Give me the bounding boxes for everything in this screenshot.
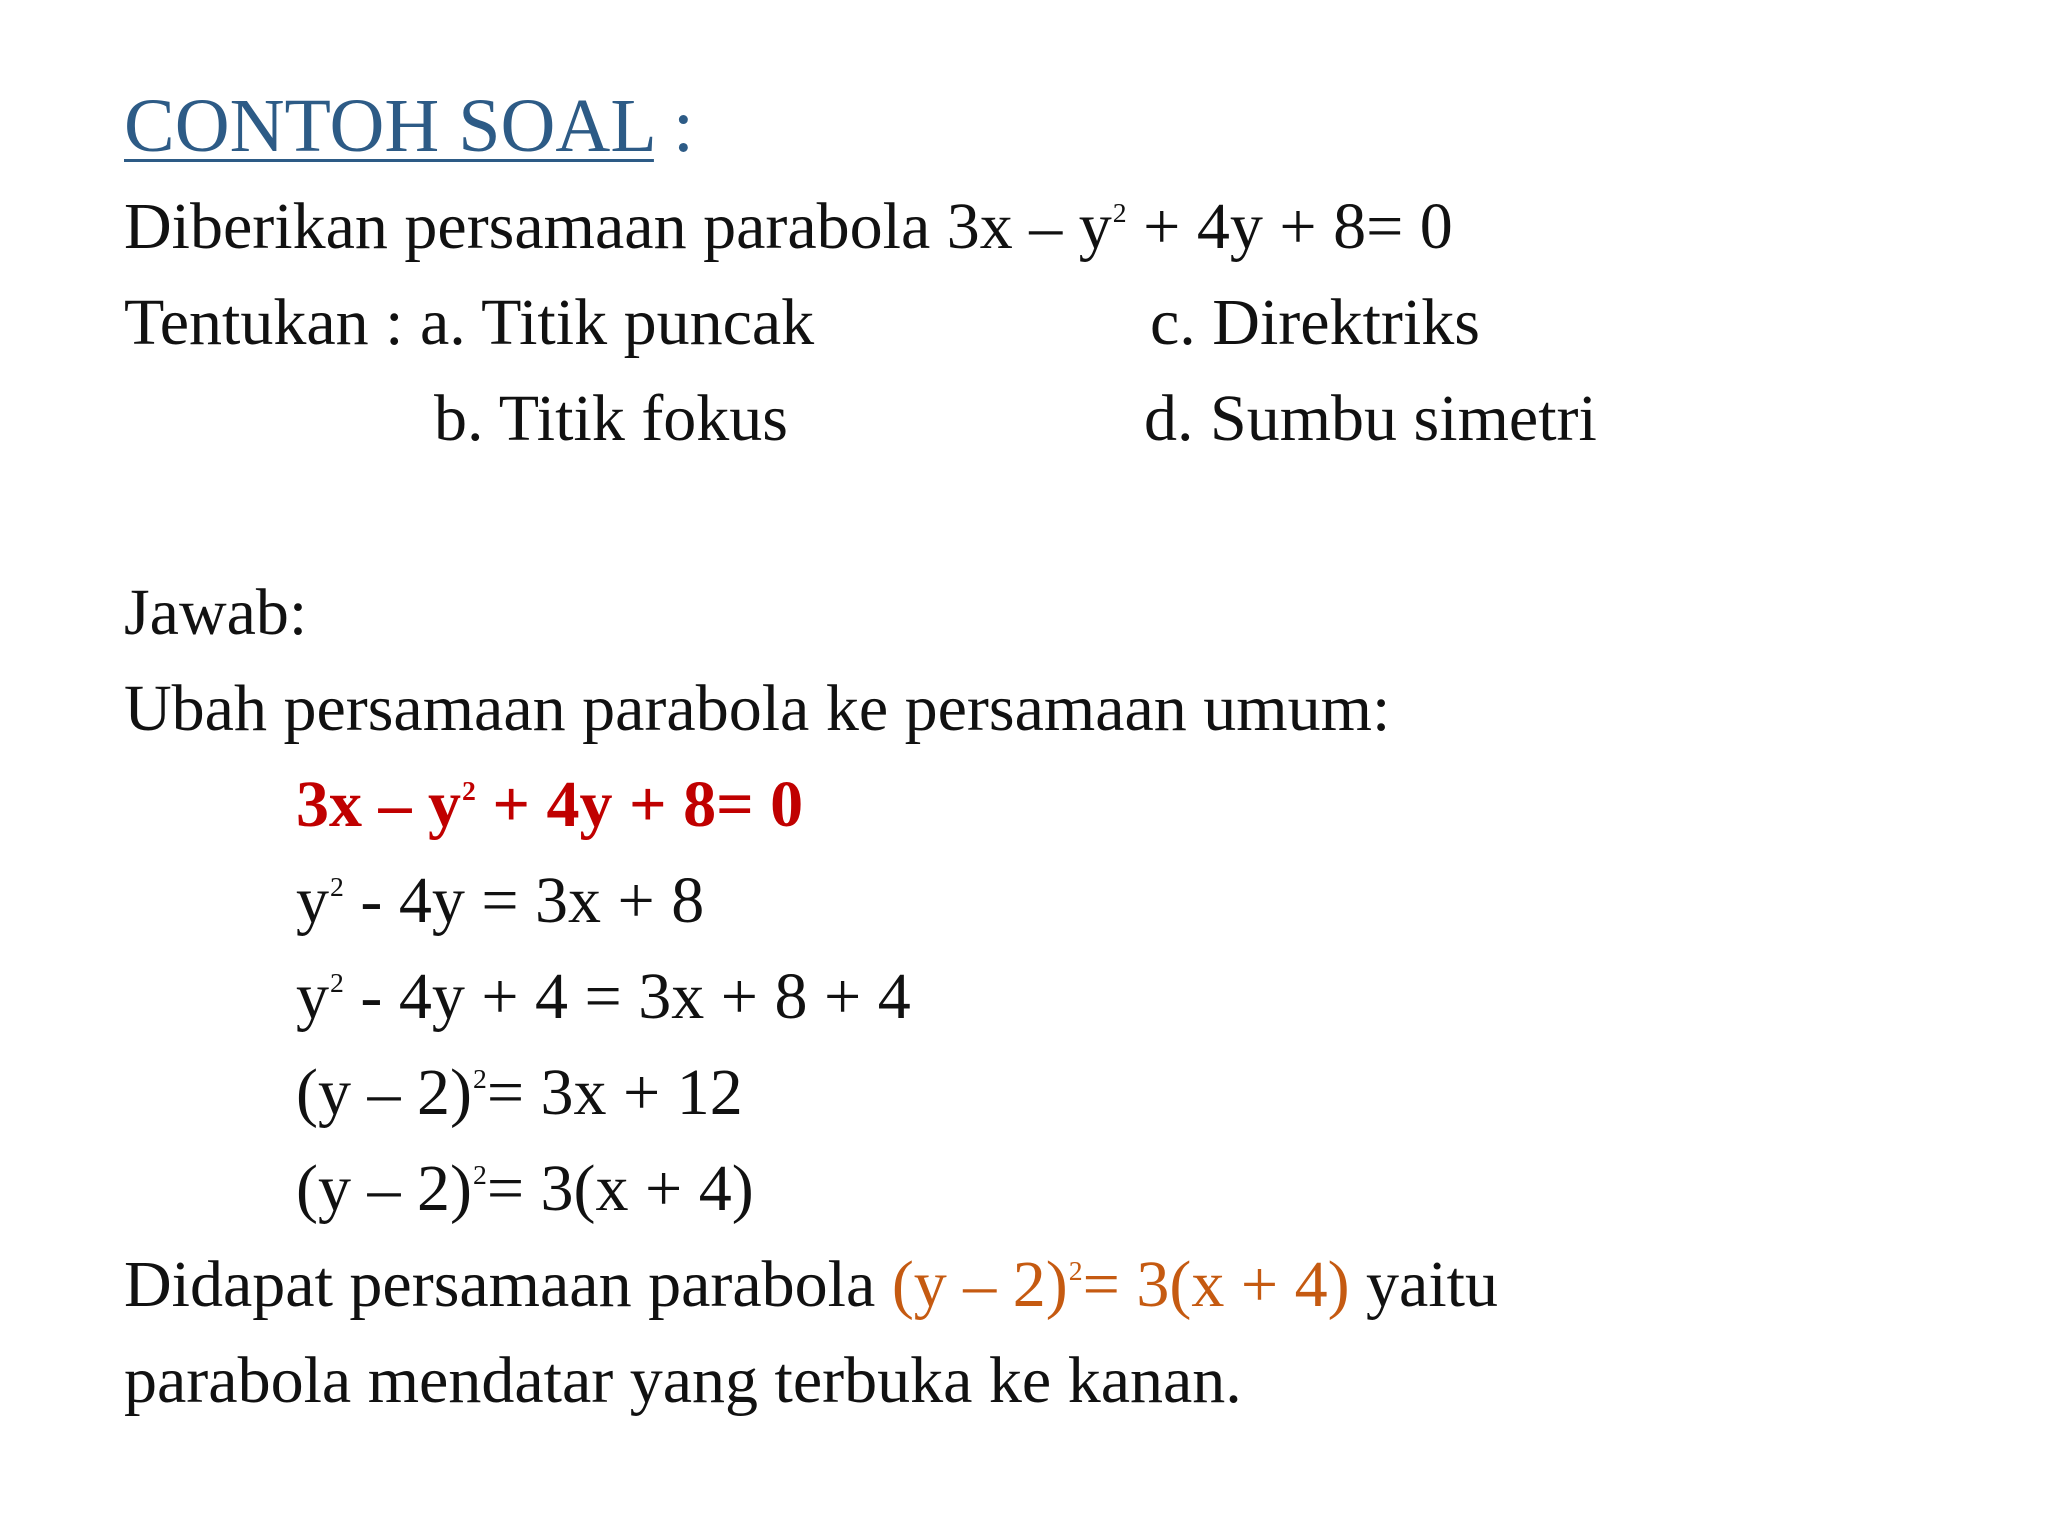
step-2-post: - 4y = 3x + 8 bbox=[343, 864, 705, 937]
step-2-exponent: 2 bbox=[330, 870, 344, 902]
step-4-pre: (y – 2) bbox=[296, 1056, 472, 1129]
problem-statement bbox=[124, 190, 1453, 263]
answer-instruction: Ubah persamaan parabola ke persamaan umum: bbox=[124, 672, 1391, 745]
task-item-d: d. Sumbu simetri bbox=[1144, 382, 1597, 455]
step-1-pre: 3x – y bbox=[296, 768, 461, 841]
step-5-exponent: 2 bbox=[472, 1158, 487, 1190]
conclusion-line-2: parabola mendatar yang terbuka ke kanan. bbox=[124, 1344, 1242, 1417]
problem-equation-exponent: 2 bbox=[1112, 196, 1127, 228]
problem-equation-part2: + 4y + 8= 0 bbox=[1126, 190, 1453, 263]
step-4-exponent: 2 bbox=[472, 1062, 487, 1094]
step-4-post: = 3x + 12 bbox=[486, 1056, 743, 1129]
task-item-c: c. Direktriks bbox=[1150, 286, 1480, 359]
step-1-exponent: 2 bbox=[462, 774, 476, 806]
step-4 bbox=[296, 1056, 743, 1129]
task-item-a: Tentukan : a. Titik puncak bbox=[124, 286, 815, 359]
title-text: CONTOH SOAL bbox=[124, 84, 654, 168]
conclusion-line-1 bbox=[124, 1248, 1499, 1321]
step-3-pre: y bbox=[296, 960, 329, 1033]
step-2-pre: y bbox=[296, 864, 329, 937]
step-3-post: - 4y + 4 = 3x + 8 + 4 bbox=[343, 960, 911, 1033]
answer-label: Jawab: bbox=[124, 576, 308, 649]
conclusion-equation-pre: (y – 2) bbox=[891, 1248, 1068, 1321]
step-3 bbox=[296, 960, 911, 1033]
conclusion-equation-exponent: 2 bbox=[1068, 1254, 1083, 1286]
step-original-equation bbox=[296, 768, 804, 841]
problem-equation-part1: 3x – y bbox=[946, 190, 1112, 263]
conclusion-equation-post: = 3(x + 4) bbox=[1082, 1248, 1350, 1321]
step-5-post: = 3(x + 4) bbox=[486, 1152, 754, 1225]
problem-intro: Diberikan persamaan parabola bbox=[124, 190, 947, 263]
step-5 bbox=[296, 1152, 754, 1225]
conclusion-pre: Didapat persamaan parabola bbox=[124, 1248, 892, 1321]
title-colon: : bbox=[653, 84, 695, 168]
task-item-b: b. Titik fokus bbox=[434, 382, 788, 455]
conclusion-equation bbox=[892, 1248, 1350, 1321]
conclusion-post: yaitu bbox=[1349, 1248, 1499, 1321]
step-3-exponent: 2 bbox=[330, 966, 344, 998]
step-5-pre: (y – 2) bbox=[296, 1152, 472, 1225]
step-1-post: + 4y + 8= 0 bbox=[475, 768, 804, 841]
slide-title bbox=[124, 84, 695, 168]
step-2 bbox=[296, 864, 705, 937]
